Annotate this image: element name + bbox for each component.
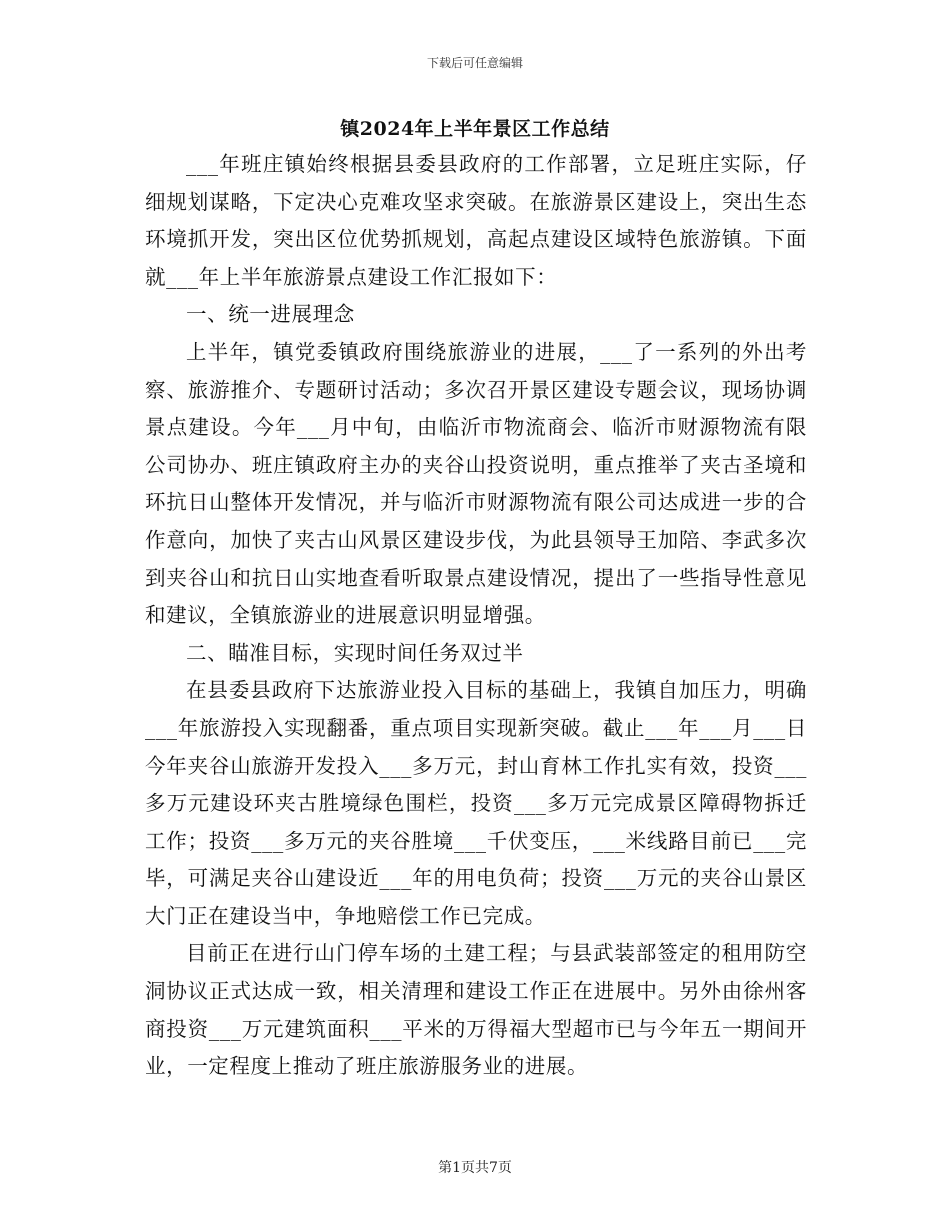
document-title: 镇2024年上半年景区工作总结 — [340, 118, 610, 140]
paragraph-intro: ___年班庄镇始终根据县委县政府的工作部署，立足班庄实际，仔细规划谋略，下定决心克难攻坚求突破。在旅游景区建设上，突出生态环境抓开发，突出区位优势抓规划，高起点建设区域特色旅游镇。下面就___年上半年旅游景点建设工作汇报如下： — [145, 152, 807, 289]
paragraph-section-2-continued: 目前正在进行山门停车场的土建工程；与县武装部签定的租用防空洞协议正式达成一致，相关清理和建设工作正在进展中。另外由徐州客商投资___万元建筑面积___平米的万得福大型超市已与今年五一期间开业，一定程度上推动了班庄旅游服务业的进展。 — [145, 941, 807, 1079]
page-number-footer: 第1页共7页 — [438, 1160, 512, 1176]
document-body — [145, 146, 807, 1086]
header-note: 下载后可任意编辑 — [426, 56, 523, 70]
section-heading-2: 二、瞄准目标，实现时间任务双过半 — [186, 640, 524, 665]
section-heading-1: 一、统一进展理念 — [186, 302, 355, 327]
paragraph-section-1: 上半年，镇党委镇政府围绕旅游业的进展，___了一系列的外出考察、旅游推介、专题研讨活动；多次召开景区建设专题会议，现场协调景点建设。今年___月中旬，由临沂市物流商会、临沂市财源物流有限公司协办、班庄镇政府主办的夹谷山投资说明，重点推举了夹古圣境和环抗日山整体开发情况，并与临沂市财源物流有限公司达成进一步的合作意向，加快了夹古山风景区建设步伐，为此县领导王加陪、李武多次到夹谷山和抗日山实地查看听取景点建设情况，提出了一些指导性意见和建议，全镇旅游业的进展意识明显增强。 — [145, 339, 807, 628]
paragraph-section-2: 在县委县政府下达旅游业投入目标的基础上，我镇自加压力，明确___年旅游投入实现翻番，重点项目实现新突破。截止___年___月___日今年夹谷山旅游开发投入___多万元，封山育林工作扎实有效，投资___多万元建设环夹古胜境绿色围栏，投资___多万元完成景区障碍物拆迁工作；投资___多万元的夹谷胜境___千伏变压，___米线路目前已___完毕，可满足夹谷山建设近___年的用电负荷；投资___万元的夹谷山景区大门正在建设当中，争地赔偿工作已完成。 — [145, 678, 807, 928]
